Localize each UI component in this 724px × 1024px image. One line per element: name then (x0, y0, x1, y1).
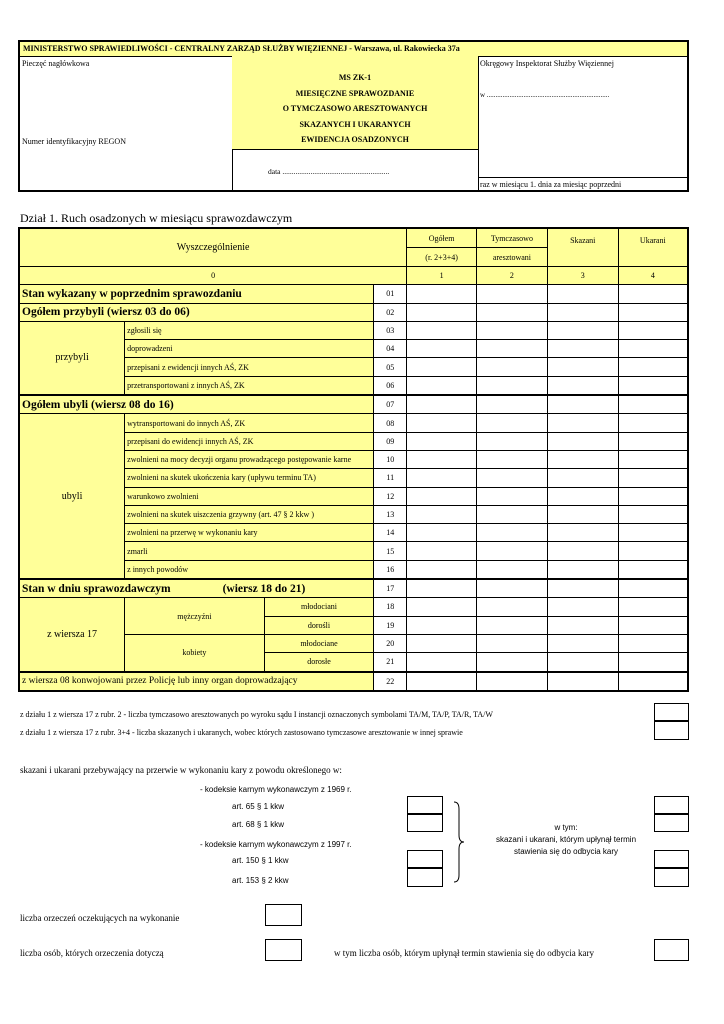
regon-label: Numer identyfikacyjny REGON (22, 137, 126, 146)
cell-14-4[interactable] (618, 524, 688, 542)
cell-06-3[interactable] (547, 376, 618, 395)
header-left-panel (20, 56, 233, 190)
table-row (19, 395, 688, 414)
row-number-15: 15 (374, 542, 407, 560)
cell-03-1[interactable] (407, 321, 477, 339)
cell-22-3[interactable] (547, 672, 618, 691)
cell-01-3[interactable] (547, 285, 618, 303)
cell-03-3[interactable] (547, 321, 618, 339)
cell-11-3[interactable] (547, 469, 618, 487)
row-number-03: 03 (374, 321, 407, 339)
cell-18-1[interactable] (407, 598, 477, 616)
cell-06-4[interactable] (618, 376, 688, 395)
row-number-04: 04 (374, 340, 407, 358)
cell-01-4[interactable] (618, 285, 688, 303)
form-header (18, 40, 689, 192)
cell-09-2[interactable] (476, 432, 547, 450)
cell-01-2[interactable] (476, 285, 547, 303)
row-number-09: 09 (374, 432, 407, 450)
cell-05-2[interactable] (476, 358, 547, 376)
row-number-01: 01 (374, 285, 407, 303)
cell-15-2[interactable] (476, 542, 547, 560)
row-label-13: zwolnieni na skutek uiszczenia grzywny (art. 47 § 2 kkw ) (125, 505, 374, 523)
cell-09-1[interactable] (407, 432, 477, 450)
row-number-06: 06 (374, 376, 407, 395)
group-label-arrived: przybyli (19, 321, 125, 395)
note-other-case-detention: z działu 1 z wiersza 17 z rubr. 3+4 - liczba skazanych i ukaranych, wobec których zastosowano tymczasowe aresztowanie w innej sprawie (20, 728, 463, 737)
col-number-3: 3 (547, 267, 618, 285)
row-label-18: młodociani (264, 598, 374, 616)
cell-02-3[interactable] (547, 303, 618, 321)
col-header-detained-sub: aresztowani (476, 248, 547, 267)
cell-17-3[interactable] (547, 579, 618, 598)
art150-label: art. 150 § 1 kkw (232, 856, 289, 865)
cell-19-2[interactable] (476, 616, 547, 634)
row-number-10: 10 (374, 450, 407, 468)
cell-03-4[interactable] (618, 321, 688, 339)
form-title-line-3: SKAZANYCH I UKARANYCH (299, 119, 411, 129)
section1-title: Dział 1. Ruch osadzonych w miesiącu sprawozdawczym (20, 211, 293, 225)
cell-08-3[interactable] (547, 414, 618, 432)
cell-12-3[interactable] (547, 487, 618, 505)
cell-13-1[interactable] (407, 505, 477, 523)
cell-17-4[interactable] (618, 579, 688, 598)
row-label-17 (19, 579, 374, 598)
form-title-line-1: MIESIĘCZNE SPRAWOZDANIE (295, 88, 415, 98)
art65-input[interactable] (407, 796, 443, 814)
cell-14-1[interactable] (407, 524, 477, 542)
art153-label: art. 153 § 2 kkw (232, 876, 289, 885)
note1-input[interactable] (654, 703, 689, 721)
table-row (19, 303, 688, 321)
row-number-20: 20 (374, 634, 407, 652)
row-label-12: warunkowo zwolnieni (125, 487, 374, 505)
inspectorate-label: Okręgowy Inspektorat Służby Więziennej (480, 59, 614, 68)
cell-13-3[interactable] (547, 505, 618, 523)
form-title-block (232, 56, 478, 150)
cell-16-2[interactable] (476, 560, 547, 579)
row-label-03: zgłosili się (125, 321, 374, 339)
incl-note (476, 822, 656, 858)
col-header-spec: Wyszczególnienie (19, 228, 407, 267)
cell-12-2[interactable] (476, 487, 547, 505)
row-label-16: z innych powodów (125, 560, 374, 579)
col-number-4: 4 (618, 267, 688, 285)
art68-incl-input[interactable] (654, 814, 689, 832)
table-row (19, 321, 688, 339)
art150-input[interactable] (407, 850, 443, 868)
cell-04-2[interactable] (476, 340, 547, 358)
art68-input[interactable] (407, 814, 443, 832)
cell-02-2[interactable] (476, 303, 547, 321)
cell-22-1[interactable] (407, 672, 477, 691)
code-1969-label: - kodeksie karnym wykonawczym z 1969 r. (200, 785, 352, 794)
col-header-punished: Ukarani (618, 228, 688, 267)
table-row (19, 672, 688, 691)
table-row (19, 285, 688, 303)
cell-21-1[interactable] (407, 653, 477, 672)
cell-18-2[interactable] (476, 598, 547, 616)
cell-04-4[interactable] (618, 340, 688, 358)
cell-07-3[interactable] (547, 395, 618, 414)
row-label-02: Ogółem przybyli (wiersz 03 do 06) (19, 303, 374, 321)
group-label-from17: z wiersza 17 (19, 598, 125, 672)
art65-label: art. 65 § 1 kkw (232, 802, 285, 811)
row-number-17: 17 (374, 579, 407, 598)
art68-label: art. 68 § 1 kkw (232, 820, 285, 829)
table-row (19, 598, 688, 616)
form-code: MS ZK-1 (338, 73, 372, 82)
col-number-2: 2 (476, 267, 547, 285)
cell-07-1[interactable] (407, 395, 477, 414)
cell-07-4[interactable] (618, 395, 688, 414)
row-label-04: doprowadzeni (125, 340, 374, 358)
cell-16-4[interactable] (618, 560, 688, 579)
form-title-line-4: EWIDENCJA OSADZONYCH (301, 135, 409, 144)
row-number-18: 18 (374, 598, 407, 616)
cell-09-3[interactable] (547, 432, 618, 450)
row-label-10: zwolnieni na mocy decyzji organu prowadzącego postępowanie karne (125, 450, 374, 468)
movement-table (18, 227, 689, 692)
table-row (19, 414, 688, 432)
cell-21-2[interactable] (476, 653, 547, 672)
row-label-20: młodociane (264, 634, 374, 652)
cell-21-3[interactable] (547, 653, 618, 672)
cell-09-4[interactable] (618, 432, 688, 450)
note-detained-first-instance: z działu 1 z wiersza 17 z rubr. 2 - liczba tymczasowo aresztowanych po wyroku sądu I instancji oznaczonych symbolami TA/M, TA/P, TA/R, TA/W (20, 710, 493, 719)
incl-line-1: w tym: (554, 823, 578, 832)
row-number-11: 11 (374, 469, 407, 487)
cell-17-2[interactable] (476, 579, 547, 598)
col-header-detained: Tymczasowo (476, 228, 547, 248)
cell-12-4[interactable] (618, 487, 688, 505)
frequency-note: raz w miesiącu 1. dnia za miesiąc poprzedni (478, 177, 687, 191)
row-label-14: zwolnieni na przerwę w wykonaniu kary (125, 524, 374, 542)
note2-input[interactable] (654, 721, 689, 740)
row-label-17b: (wiersz 18 do 21) (222, 582, 306, 595)
cell-21-4[interactable] (618, 653, 688, 672)
row-label-21: dorosłe (264, 653, 374, 672)
incl-line-2: skazani i ukarani, którym upłynął termin (495, 835, 637, 844)
cell-08-2[interactable] (476, 414, 547, 432)
row-number-12: 12 (374, 487, 407, 505)
cell-10-4[interactable] (618, 450, 688, 468)
cell-02-4[interactable] (618, 303, 688, 321)
cell-05-4[interactable] (618, 358, 688, 376)
row-label-08: wytransportowani do innych AŚ, ZK (125, 414, 374, 432)
table-row (19, 579, 688, 598)
cell-03-2[interactable] (476, 321, 547, 339)
cell-10-1[interactable] (407, 450, 477, 468)
cell-11-2[interactable] (476, 469, 547, 487)
cell-01-1[interactable] (407, 285, 477, 303)
cell-16-3[interactable] (547, 560, 618, 579)
row-label-15: zmarli (125, 542, 374, 560)
cell-19-3[interactable] (547, 616, 618, 634)
art153-input[interactable] (407, 868, 443, 887)
cell-05-3[interactable] (547, 358, 618, 376)
art150-incl-input[interactable] (654, 850, 689, 868)
row-number-19: 19 (374, 616, 407, 634)
cell-18-4[interactable] (618, 598, 688, 616)
row-number-05: 05 (374, 358, 407, 376)
cell-15-4[interactable] (618, 542, 688, 560)
header-center-panel (232, 56, 479, 190)
orders-label: liczba orzeczeń oczekujących na wykonanie (20, 913, 180, 923)
group-label-men: mężczyźni (125, 598, 265, 635)
row-label-09: przepisani do ewidencji innych AŚ, ZK (125, 432, 374, 450)
row-number-14: 14 (374, 524, 407, 542)
cell-10-3[interactable] (547, 450, 618, 468)
group-label-left: ubyli (19, 414, 125, 579)
cell-12-1[interactable] (407, 487, 477, 505)
cell-10-2[interactable] (476, 450, 547, 468)
cell-18-3[interactable] (547, 598, 618, 616)
row-label-06: przetransportowani z innych AŚ, ZK (125, 376, 374, 395)
row-label-07: Ogółem ubyli (wiersz 08 do 16) (19, 395, 374, 414)
art65-incl-input[interactable] (654, 796, 689, 814)
row-number-02: 02 (374, 303, 407, 321)
cell-04-1[interactable] (407, 340, 477, 358)
cell-05-1[interactable] (407, 358, 477, 376)
cell-19-1[interactable] (407, 616, 477, 634)
orders-input[interactable] (265, 904, 302, 926)
cell-15-3[interactable] (547, 542, 618, 560)
row-number-21: 21 (374, 653, 407, 672)
col-header-total-sub: (r. 2+3+4) (407, 248, 477, 267)
cell-14-3[interactable] (547, 524, 618, 542)
cell-19-4[interactable] (618, 616, 688, 634)
cell-22-4[interactable] (618, 672, 688, 691)
col-number-0: 0 (19, 267, 407, 285)
cell-22-2[interactable] (476, 672, 547, 691)
row-label-22: z wiersza 08 konwojowani przez Policję lub inny organ doprowadzający (19, 672, 374, 691)
row-number-07: 07 (374, 395, 407, 414)
cell-06-1[interactable] (407, 376, 477, 395)
row-number-13: 13 (374, 505, 407, 523)
cell-20-2[interactable] (476, 634, 547, 652)
col-header-total: Ogółem (407, 228, 477, 248)
persons-incl-input[interactable] (654, 939, 689, 961)
persons-incl-label: w tym liczba osób, którym upłynął termin stawienia się do odbycia kary (334, 948, 594, 958)
cell-04-3[interactable] (547, 340, 618, 358)
cell-20-1[interactable] (407, 634, 477, 652)
incl-line-3: stawienia się do odbycia kary (513, 847, 619, 856)
cell-15-1[interactable] (407, 542, 477, 560)
cell-20-4[interactable] (618, 634, 688, 652)
row-number-22: 22 (374, 672, 407, 691)
cell-14-2[interactable] (476, 524, 547, 542)
row-number-08: 08 (374, 414, 407, 432)
col-number-1: 1 (407, 267, 477, 285)
inspectorate-field[interactable]: w ...................................................................... (480, 91, 610, 99)
cell-17-1[interactable] (407, 579, 477, 598)
cell-08-4[interactable] (618, 414, 688, 432)
stamp-label: Pieczęć nagłówkowa (22, 59, 90, 68)
date-field[interactable]: data ......................................................... (268, 167, 390, 176)
group-label-women: kobiety (125, 634, 265, 671)
cell-08-1[interactable] (407, 414, 477, 432)
cell-13-2[interactable] (476, 505, 547, 523)
cell-16-1[interactable] (407, 560, 477, 579)
cell-06-2[interactable] (476, 376, 547, 395)
cell-11-4[interactable] (618, 469, 688, 487)
cell-13-4[interactable] (618, 505, 688, 523)
row-label-11: zwolnieni na skutek ukończenia kary (upływu terminu TA) (125, 469, 374, 487)
ministry-title: MINISTERSTWO SPRAWIEDLIWOŚCI - CENTRALNY ZARZĄD SŁUŻBY WIĘZIENNEJ - Warszawa, ul. Rakowiecka 37a (20, 42, 687, 57)
curly-brace-icon (452, 801, 466, 883)
row-label-19: dorośli (264, 616, 374, 634)
cell-20-3[interactable] (547, 634, 618, 652)
header-right-panel (478, 56, 687, 190)
cell-07-2[interactable] (476, 395, 547, 414)
row-label-01: Stan wykazany w poprzednim sprawozdaniu (19, 285, 374, 303)
col-header-convicted: Skazani (547, 228, 618, 267)
cell-11-1[interactable] (407, 469, 477, 487)
row-number-16: 16 (374, 560, 407, 579)
form-title-line-2: O TYMCZASOWO ARESZTOWANYCH (282, 104, 428, 113)
art153-incl-input[interactable] (654, 868, 689, 887)
cell-02-1[interactable] (407, 303, 477, 321)
break-intro: skazani i ukarani przebywający na przerwie w wykonaniu kary z powodu określonego w: (20, 765, 342, 775)
row-label-17a: Stan w dniu sprawozdawczym (22, 582, 171, 595)
row-label-05: przepisani z ewidencji innych AŚ, ZK (125, 358, 374, 376)
persons-input[interactable] (265, 939, 302, 961)
persons-label: liczba osób, których orzeczenia dotyczą (20, 948, 164, 958)
code-1997-label: - kodeksie karnym wykonawczym z 1997 r. (200, 840, 352, 849)
